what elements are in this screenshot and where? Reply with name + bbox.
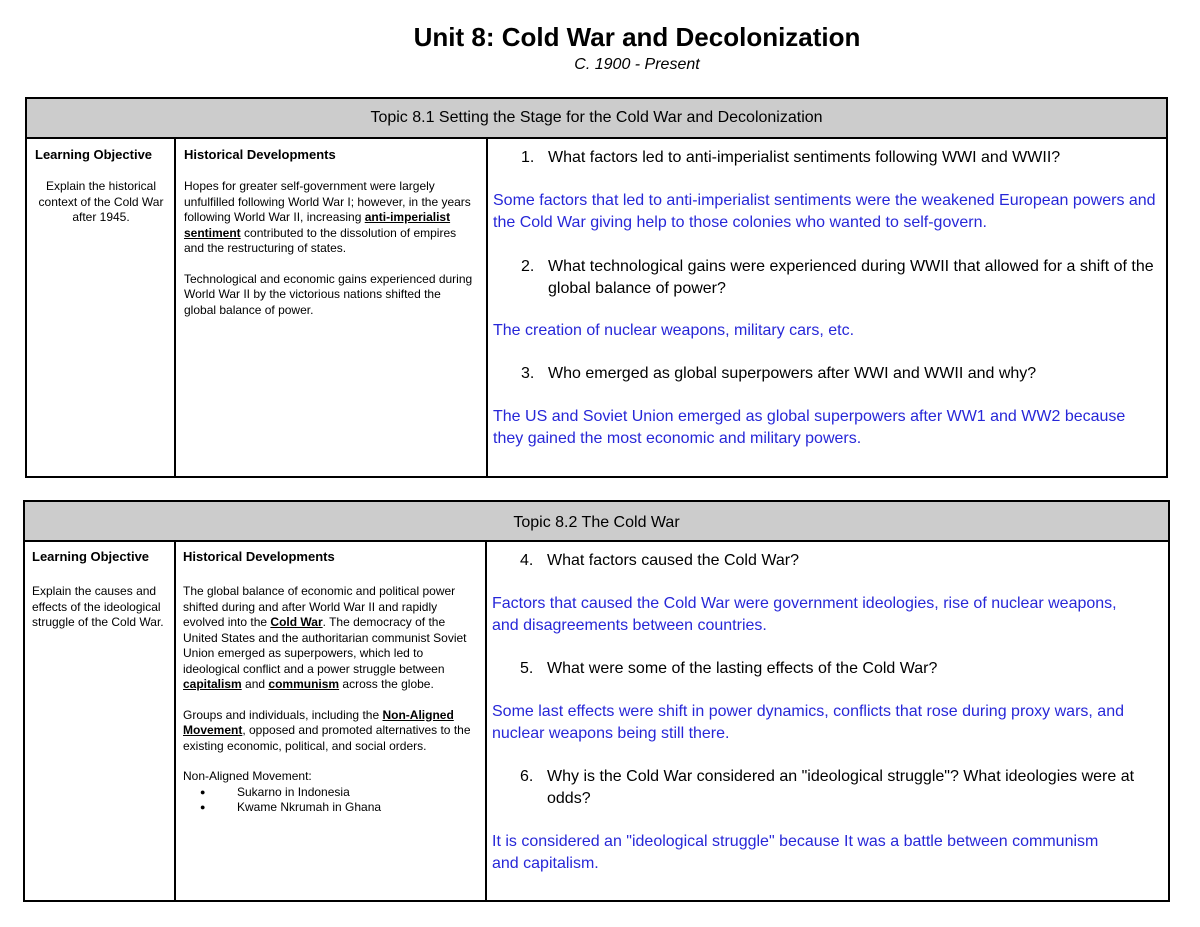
key-term: capitalism: [183, 677, 242, 691]
topic-8-2-table: [23, 500, 1170, 902]
questions-column: [487, 542, 1168, 900]
historical-developments-heading: Historical Developments: [183, 549, 335, 564]
historical-developments-column: [176, 139, 488, 476]
list-item: ● Sukarno in Indonesia: [183, 785, 477, 801]
question-text: What factors led to anti-imperialist sentiments following WWI and WWII?: [548, 149, 1061, 166]
key-term: Non-Aligned Movement: [183, 707, 454, 737]
answer-4: Factors that caused the Cold War were government ideologies, rise of nuclear weapons, and disagreements between countries.: [492, 595, 1117, 634]
key-term: communism: [268, 677, 340, 691]
question-3: [521, 363, 1161, 385]
historical-developments-column: [176, 542, 487, 900]
learning-objective-heading: Learning Objective: [35, 147, 153, 162]
hd-text: Groups and individuals, including the: [183, 707, 383, 722]
hd-text: and: [241, 677, 269, 691]
question-number: 4.: [520, 552, 534, 569]
questions-column: [488, 139, 1166, 476]
learning-objective-text: Explain the causes and effects of the ideological struggle of the Cold War.: [32, 584, 164, 629]
question-1: [521, 147, 1131, 169]
question-number: 3.: [521, 365, 535, 382]
question-5: [520, 658, 1160, 680]
list-item: ● Kwame Nkrumah in Ghana: [183, 800, 477, 816]
hd-paragraph: [183, 584, 477, 693]
question-2: [521, 256, 1161, 300]
question-text: What were some of the lasting effects of the Cold War?: [547, 660, 938, 677]
topic-header-text: Topic 8.2 The Cold War: [513, 514, 680, 531]
answer-3: The US and Soviet Union emerged as global superpowers after WW1 and WW2 because they gained the most economic and military powers.: [493, 408, 1126, 447]
question-text: What technological gains were experienced during WWII that allowed for a shift of the global balance of power?: [548, 258, 1154, 297]
key-term: Cold War: [270, 615, 323, 629]
learning-objective-text: Explain the historical context of the Cold War after 1945.: [38, 179, 164, 224]
hd-paragraph: Non-Aligned Movement:: [183, 769, 312, 783]
historical-developments-text: [184, 179, 476, 333]
hd-paragraph: [183, 708, 477, 755]
hd-text: across the globe.: [339, 677, 434, 691]
question-6: [520, 766, 1160, 810]
answer-1: Some factors that led to anti-imperialist sentiments were the weakened European powers and the Cold War giving help to those colonies who wanted to self-govern.: [493, 192, 1156, 231]
hd-text: , opposed and promoted alternatives to the existing economic, political, and social orders.: [183, 723, 471, 753]
topic-header-text: Topic 8.1 Setting the Stage for the Cold War and Decolonization: [370, 109, 823, 126]
question-text: Who emerged as global superpowers after WWI and WWII and why?: [548, 365, 1037, 382]
hd-text: . The democracy of the United States and the authoritarian communist Soviet Union emerged as superpowers, which led to ideological conflict and a power struggle between: [183, 615, 467, 676]
key-term: anti-imperialist sentiment: [184, 210, 451, 240]
topic-8-1-table: [25, 97, 1168, 478]
answer-6: It is considered an "ideological struggle" because It was a battle between communism and capitalism.: [492, 833, 1099, 872]
learning-objective-column: [27, 139, 176, 476]
hd-paragraph: [184, 179, 476, 257]
document-subtitle: C. 1900 - Present: [574, 56, 700, 73]
hd-text: The global balance of economic and political power shifted during and after World War II and rapidly evolved into the: [183, 584, 456, 629]
hd-paragraph: Technological and economic gains experienced during World War II by the victorious nations shifted the global balance of power.: [184, 271, 473, 317]
question-number: 6.: [520, 768, 534, 785]
historical-developments-heading: Historical Developments: [184, 147, 336, 162]
learning-objective-heading: Learning Objective: [32, 549, 150, 564]
topic-header: [25, 502, 1168, 542]
question-text: What factors caused the Cold War?: [547, 552, 799, 569]
topic-header: [27, 99, 1166, 139]
historical-developments-text: [183, 584, 477, 816]
document-title: Unit 8: Cold War and Decolonization: [413, 22, 861, 52]
answer-2: The creation of nuclear weapons, military cars, etc.: [493, 322, 855, 339]
question-number: 1.: [521, 149, 535, 166]
question-number: 5.: [520, 660, 534, 677]
hd-text: Hopes for greater self-government were largely unfulfilled following World War I; however, in the years following World War II, increasing: [184, 179, 471, 224]
answer-5: Some last effects were shift in power dynamics, conflicts that rose during proxy wars, and nuclear weapons being still there.: [492, 703, 1124, 742]
learning-objective-column: [25, 542, 176, 900]
hd-text: contributed to the dissolution of empires and the restructuring of states.: [184, 225, 457, 255]
question-number: 2.: [521, 258, 535, 275]
question-text: Why is the Cold War considered an "ideological struggle"? What ideologies were at odds?: [547, 768, 1135, 807]
bullet-list: [183, 785, 477, 816]
question-4: [520, 550, 1160, 572]
